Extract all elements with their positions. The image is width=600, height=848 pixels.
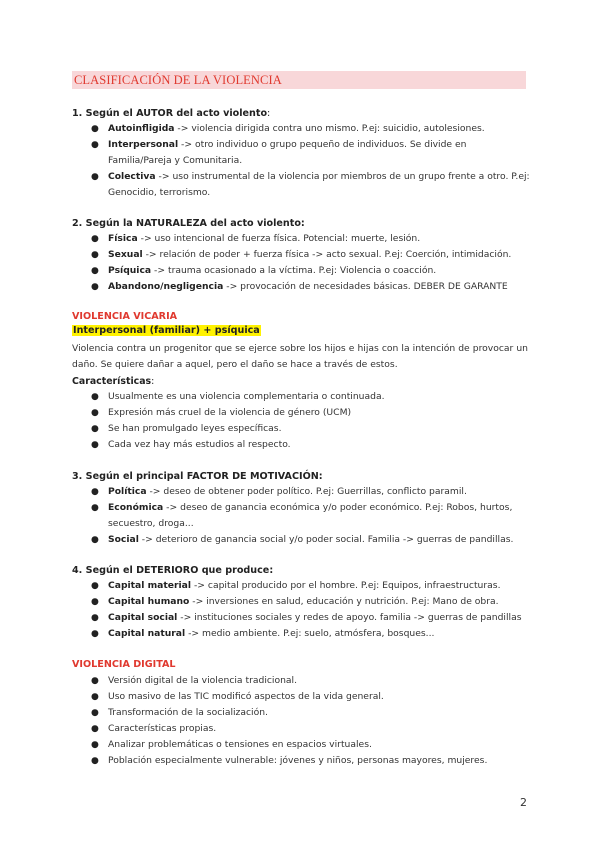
- vicaria-heading: VIOLENCIA VICARIA: [72, 311, 178, 322]
- digital-list: [72, 673, 530, 769]
- section4-heading: 4. Según el DETERIORO que produce:: [72, 565, 274, 576]
- list-item: ● Analizar problemáticas o tensiones en espacios virtuales.: [91, 739, 372, 750]
- list-item: ● Colectiva -> uso instrumental de la violencia por miembros de un grupo frente a otro. P.ej: Genocidio, terrorismo.: [91, 171, 530, 198]
- list-item: ● Sexual -> relación de poder + fuerza física -> acto sexual. P.ej: Coerción, intimidación.: [91, 249, 512, 260]
- page-title: CLASIFICACIÓN DE LA VIOLENCIA: [74, 73, 282, 87]
- list-item: ● Autoinfligida -> violencia dirigida contra uno mismo. P.ej: suicidio, autolesiones.: [91, 123, 485, 134]
- list-item: ● Expresión más cruel de la violencia de género (UCM): [91, 407, 352, 418]
- vicaria-caract-label: Características:: [72, 376, 155, 387]
- list-item: ● Uso masivo de las TIC modificó aspectos de la vida general.: [91, 691, 384, 702]
- list-item: ● Psíquica -> trauma ocasionado a la víctima. P.ej: Violencia o coacción.: [91, 265, 437, 276]
- list-item: ● Versión digital de la violencia tradicional.: [91, 675, 298, 686]
- section3-heading: 3. Según el principal FACTOR DE MOTIVACIÓN:: [72, 471, 323, 482]
- list-item: ● Población especialmente vulnerable: jóvenes y niños, personas mayores, mujeres.: [91, 755, 488, 766]
- list-item: ● Características propias.: [91, 723, 217, 734]
- section1-list: [72, 121, 530, 201]
- list-item: ● Capital social -> instituciones sociales y redes de apoyo. familia -> guerras de pandillas: [91, 612, 522, 623]
- list-item: ● Cada vez hay más estudios al respecto.: [91, 439, 291, 450]
- list-item: ● Capital natural -> medio ambiente. P.ej: suelo, atmósfera, bosques...: [91, 628, 435, 639]
- vicaria-list: [72, 389, 530, 453]
- list-item: ● Física -> uso intencional de fuerza física. Potencial: muerte, lesión.: [91, 233, 421, 244]
- list-item: ● Interpersonal -> otro individuo o grupo pequeño de individuos. Se divide en Familia/Pareja y Comunitaria.: [91, 139, 467, 166]
- list-item: ● Capital humano -> inversiones en salud, educación y nutrición. P.ej: Mano de obra.: [91, 596, 499, 607]
- list-item: ● Capital material -> capital producido por el hombre. P.ej: Equipos, infraestructuras.: [91, 580, 501, 591]
- list-item: ● Usualmente es una violencia complementaria o continuada.: [91, 391, 385, 402]
- section1-heading: 1. Según el AUTOR del acto violento:: [72, 108, 271, 119]
- list-item: ● Transformación de la socialización.: [91, 707, 268, 718]
- section3-list: [72, 484, 530, 548]
- list-item: ● Política -> deseo de obtener poder político. P.ej: Guerrillas, conflicto paramil.: [91, 486, 467, 497]
- list-item: ● Social -> deterioro de ganancia social y/o poder social. Familia -> guerras de pandillas.: [91, 534, 514, 545]
- section2-list: [72, 231, 530, 295]
- list-item: ● Económica -> deseo de ganancia económica y/o poder económico. P.ej: Robos, hurtos, secuestro, droga...: [91, 502, 513, 529]
- list-item: ● Se han promulgado leyes específicas.: [91, 423, 282, 434]
- section2-heading: 2. Según la NATURALEZA del acto violento:: [72, 218, 305, 229]
- list-item: ● Abandono/negligencia -> provocación de necesidades básicas. DEBER DE GARANTE: [91, 281, 508, 292]
- vicaria-paragraph: Violencia contra un progenitor que se ejerce sobre los hijos e hijas con la intención de provocar un daño. Se quiere dañar a aquel, pero el daño se hace a través de estos.: [72, 343, 528, 370]
- digital-heading: VIOLENCIA DIGITAL: [72, 659, 176, 670]
- section4-list: [72, 578, 530, 642]
- page-number: 2: [520, 796, 527, 809]
- vicaria-highlight: Interpersonal (familiar) + psíquica: [73, 325, 260, 336]
